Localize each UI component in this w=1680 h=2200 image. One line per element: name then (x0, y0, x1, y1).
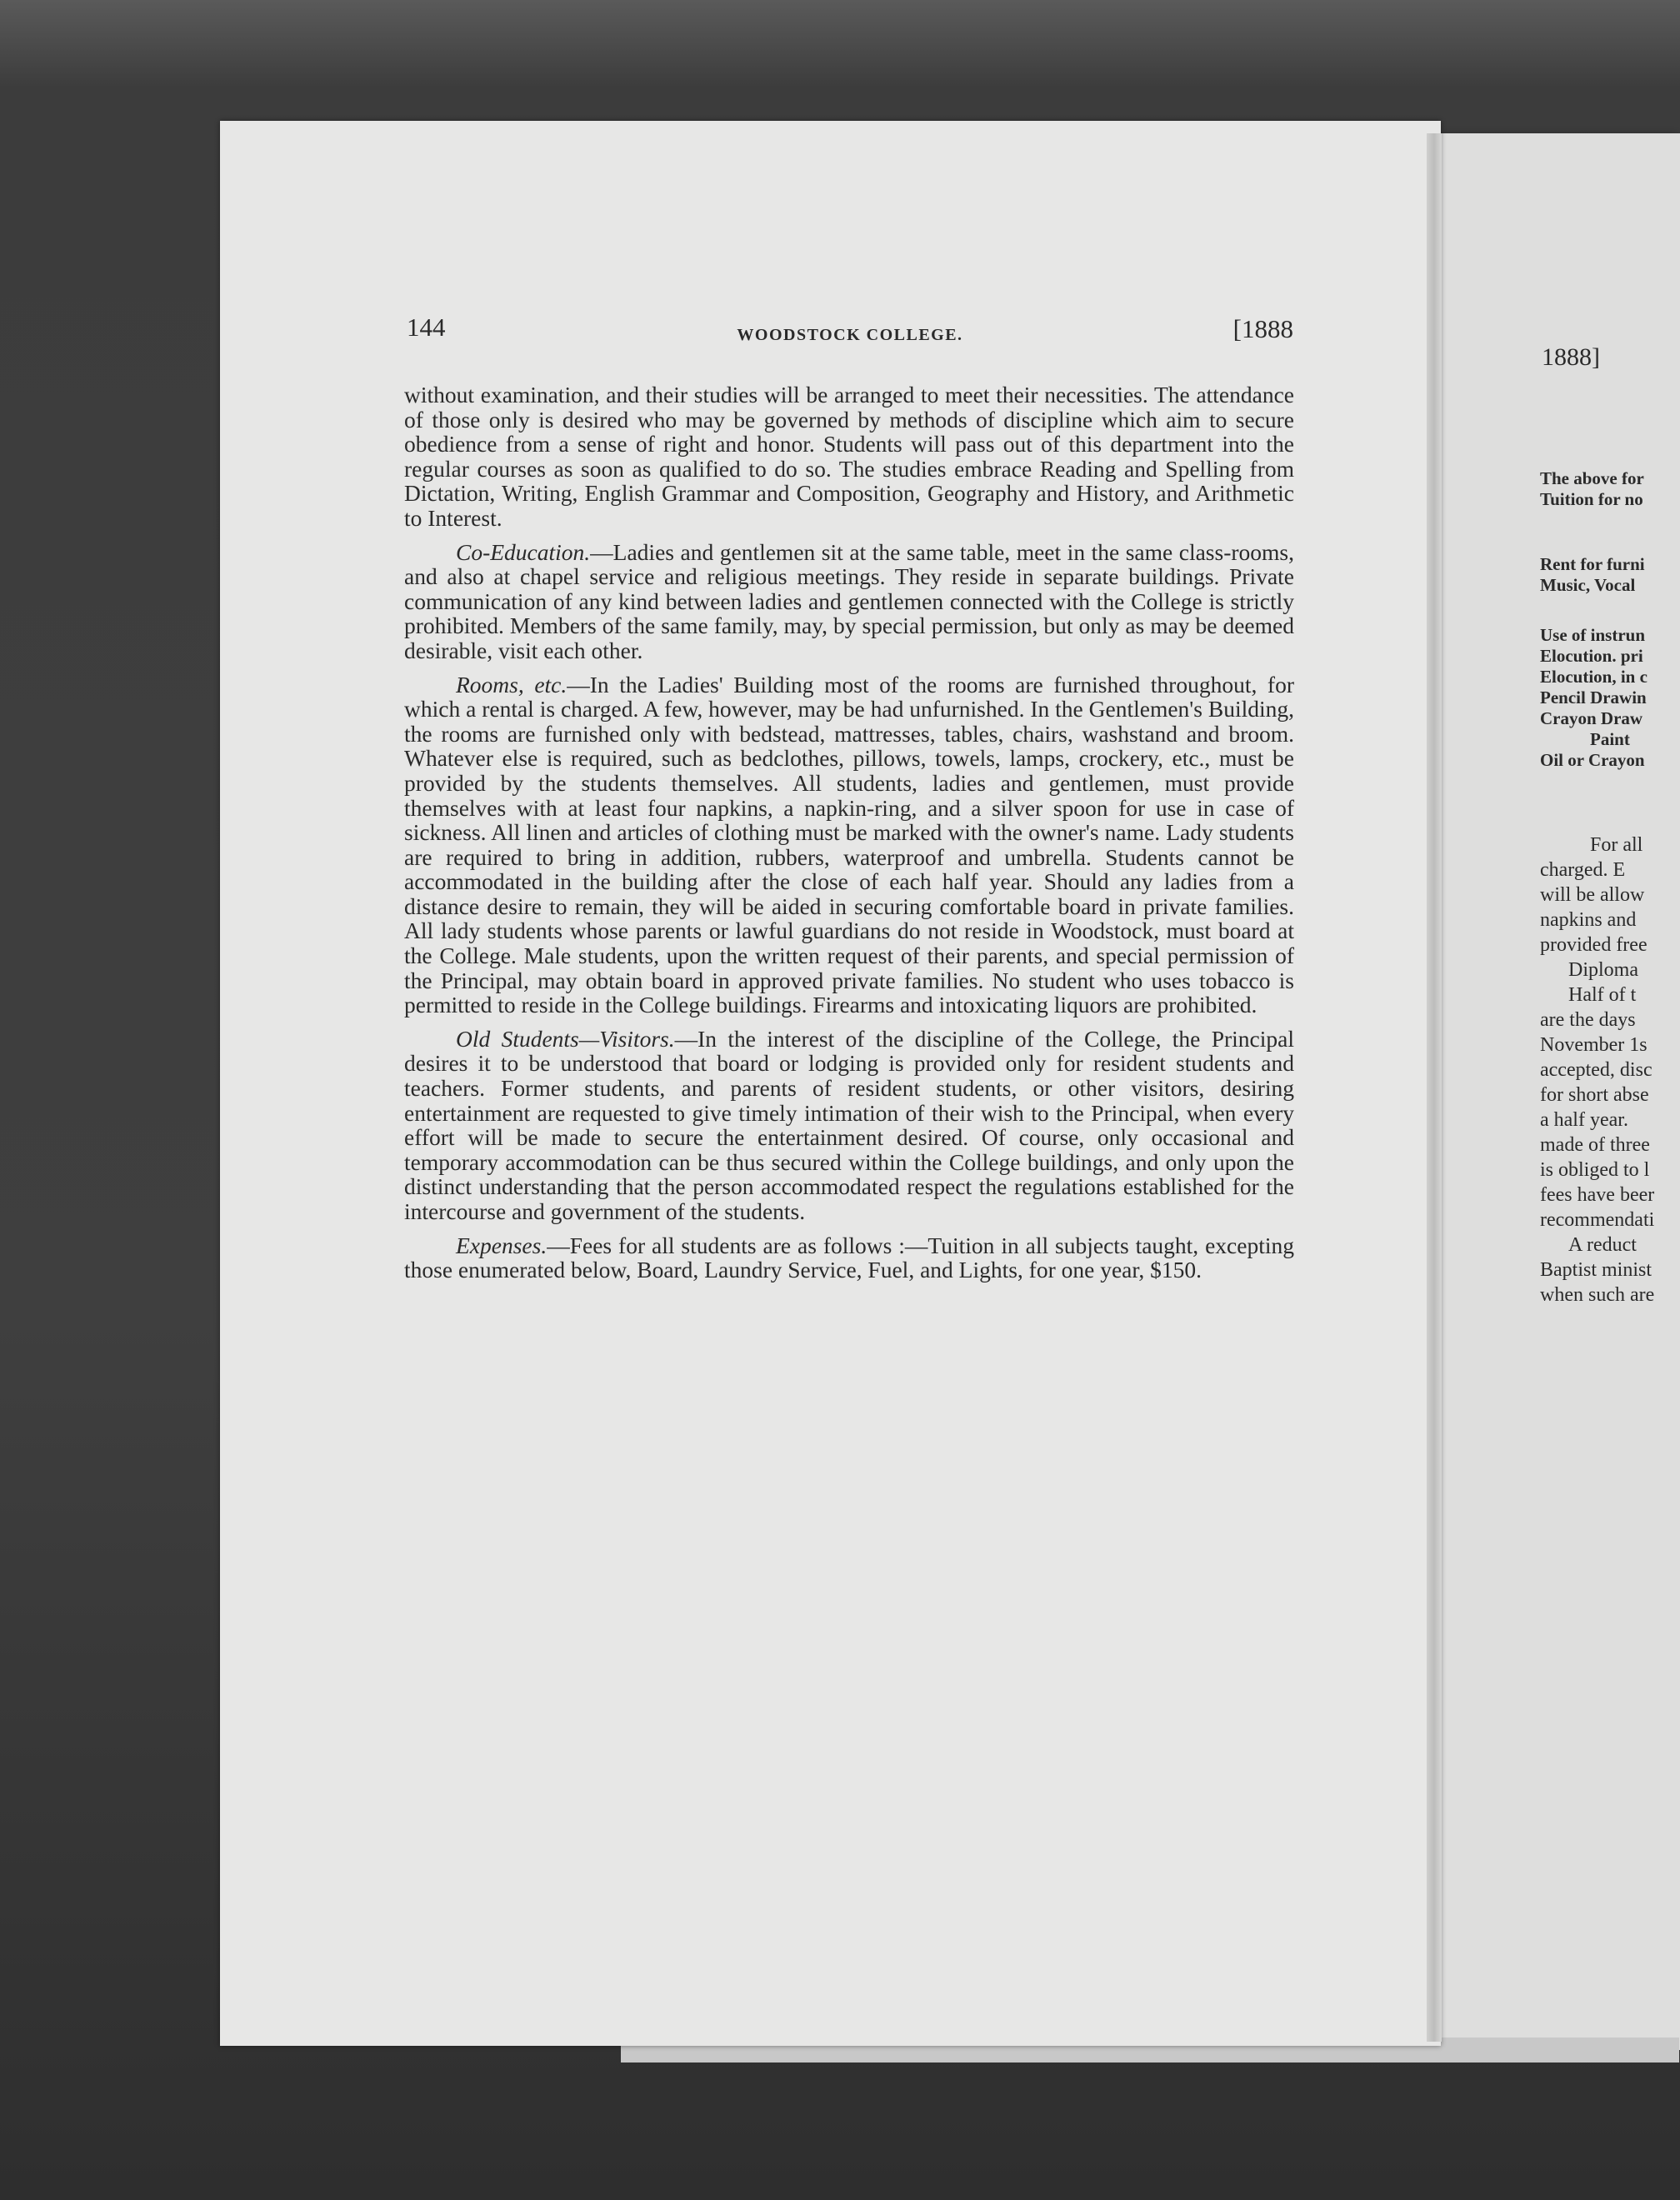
paragraph-heading: Rooms, etc. (456, 671, 568, 698)
right-line: fees have beer (1540, 1184, 1655, 1206)
right-line: The above for (1540, 468, 1644, 488)
right-line: Diploma (1568, 959, 1638, 981)
right-line: Tuition for no (1540, 489, 1643, 509)
right-line: accepted, disc (1540, 1059, 1652, 1081)
right-line: Crayon Draw (1540, 708, 1643, 728)
right-line: Baptist minist (1540, 1259, 1652, 1281)
paragraph-heading: Old Students—Visitors. (456, 1025, 675, 1052)
right-line: for short abse (1540, 1084, 1649, 1106)
right-line: provided free (1540, 934, 1648, 956)
right-line: November 1s (1540, 1034, 1648, 1056)
paragraph-expenses: Expenses.—Fees for all students are as follows :—Tuition in all subjects taught, excepting those enumerated below, Board, Laundry Service, Fuel, and Lights, for one year, $150. (404, 1232, 1294, 1283)
right-line: Use of instrun (1540, 625, 1646, 645)
right-line: Elocution, in c (1540, 667, 1648, 687)
right-line: when such are (1540, 1284, 1655, 1306)
right-line: Paint (1590, 729, 1630, 749)
paragraph-heading: Co-Education. (456, 538, 591, 565)
paragraph-rooms: Rooms, etc.—In the Ladies' Building most of the rooms are furnished throughout, for which a rental is charged. A few, however, may be had unfurnished. In the Gentlemen's Building, the rooms are furnished only with bedstead, mattresses, tables, chairs, washstand and broom. Whatever else is required, such as bedclothes, pillows, towels, lamps, crockery, etc., must be provided by the students themselves. All students, ladies and gentlemen, must provide themselves with at least four napkins, a napkin-ring, and a silver spoon for use in case of sickness. All linen and articles of clothing must be marked with the owner's name. Lady students are required to bring in addition, rubbers, waterproof and umbrella. Students cannot be accommodated in the building after the close of each half year. Should any ladies from a distance desire to remain, they will be aided in securing comfortable board in private families. All lady students whose parents or lawful guardians do not reside in Woodstock, must board at the College. Male students, upon the written request of their parents, and special permission of the Principal, may obtain board in approved private families. No student who uses tobacco is permitted to reside in the College buildings. Firearms and intoxicating liquors are prohibited. (404, 671, 1294, 1018)
page-body (404, 382, 1294, 1282)
year-mark: [1888 (1232, 314, 1293, 343)
page-number: 144 (407, 312, 446, 342)
right-year-mark: 1888] (1542, 343, 1600, 371)
right-line: are the days (1540, 1009, 1636, 1031)
right-line: a half year. (1540, 1109, 1628, 1131)
page-fold (1427, 133, 1442, 2042)
page-header (407, 312, 1293, 354)
right-line: Oil or Crayon (1540, 750, 1645, 770)
right-line: Half of t (1568, 984, 1637, 1006)
right-line: is obliged to l (1540, 1159, 1650, 1181)
paragraph-old-students: Old Students—Visitors.—In the interest of the discipline of the College, the Principal desires it to be understood that board or lodging is provided only for resident students and teachers. Former students, and parents of resident students, or other visitors, desiring entertainment are requested to give timely intimation of their wish to the Principal, when every effort will be made to secure the entertainment desired. Of course, only occasional and temporary accommodation can be thus secured within the College buildings, and only upon the distinct understanding that the person accommodated respect the regulations established for the intercourse and government of the students. (404, 1025, 1294, 1224)
right-line: Elocution. pri (1540, 646, 1643, 666)
right-line: Pencil Drawin (1540, 688, 1647, 708)
paragraph-heading: Expenses. (456, 1232, 548, 1258)
right-line: A reduct (1568, 1234, 1637, 1256)
right-line: charged. E (1540, 859, 1626, 881)
right-page-text (1517, 0, 1680, 2200)
right-line: made of three (1540, 1134, 1650, 1156)
paragraph-co-education: Co-Education.—Ladies and gentlemen sit at the same table, meet in the same class-rooms, and also at chapel service and religious meetings. They reside in separate buildings. Private communication of any kind between ladies and gentlemen connected with the College is strictly prohibited. Members of the same family, may, by special permission, but only as may be deemed desirable, visit each other. (404, 538, 1294, 663)
right-line: Music, Vocal (1540, 575, 1636, 595)
paragraph-continuation: without examination, and their studies will be arranged to meet their necessities. The attendance of those only is desired who may be governed by methods of discipline which aim to secure obedience from a sense of right and honor. Students will pass out of this department into the regular courses as soon as qualified to do so. The studies embrace Reading and Spelling from Dictation, Writing, English Grammar and Composition, Geography and History, and Arithmetic to Interest. (404, 382, 1294, 531)
running-head: WOODSTOCK COLLEGE. (737, 326, 963, 344)
right-line: recommendati (1540, 1209, 1655, 1231)
right-line: napkins and (1540, 909, 1637, 931)
right-line: will be allow (1540, 884, 1645, 906)
right-line: Rent for furni (1540, 554, 1645, 574)
right-line: For all (1590, 834, 1643, 856)
